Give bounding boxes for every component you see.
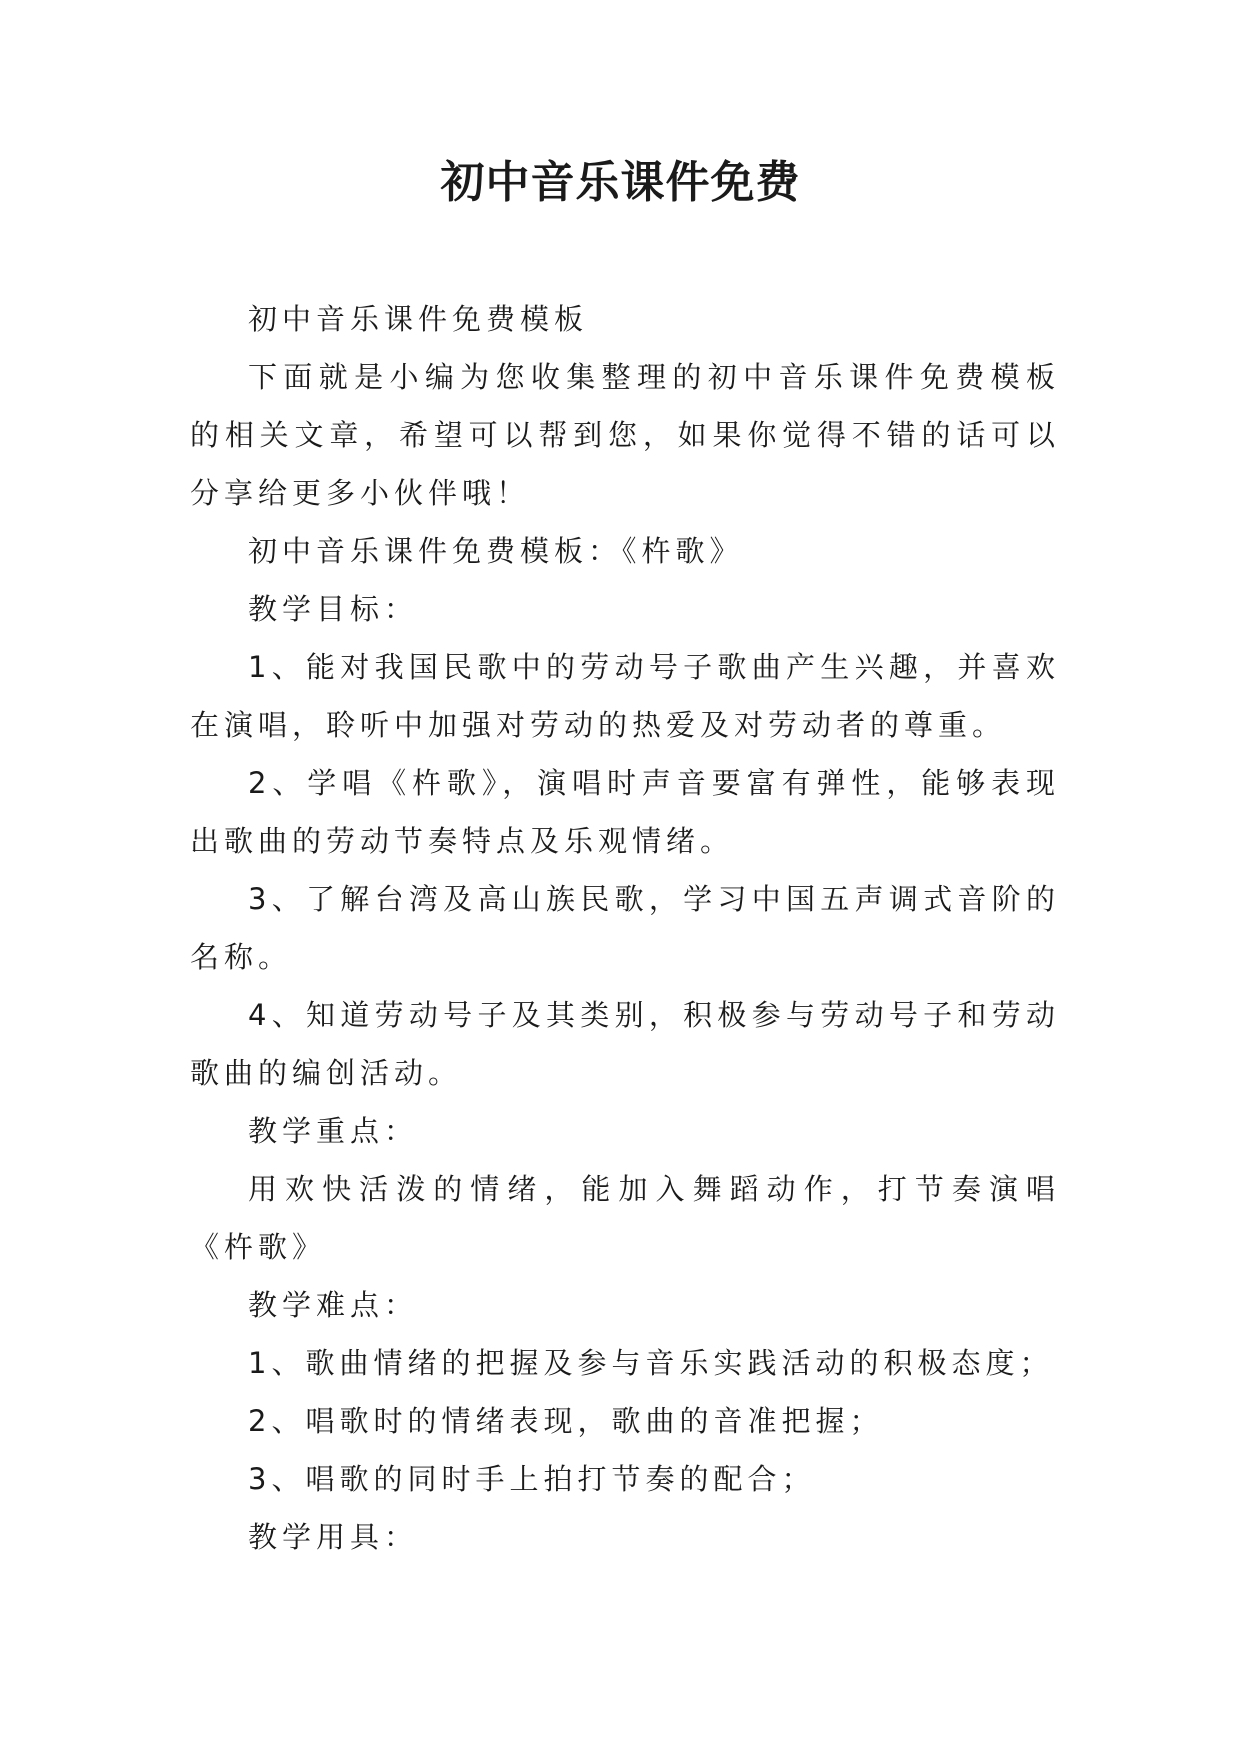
paragraph-template-name: 初中音乐课件免费模板 — [248, 302, 589, 336]
paragraph-intro: 下面就是小编为您收集整理的初中音乐课件免费模板的相关文章，希望可以帮到您，如果你觉得不错的话可以分享给更多小伙伴哦！ — [190, 360, 1060, 510]
focus-text: 用欢快活泼的情绪，能加入舞蹈动作，打节奏演唱《杵歌》 — [190, 1172, 1060, 1264]
goal-item-1: 1、能对我国民歌中的劳动号子歌曲产生兴趣，并喜欢在演唱，聆听中加强对劳动的热爱及对劳动者的尊重。 — [190, 650, 1060, 742]
document-body — [190, 290, 1060, 1566]
paragraph-lesson-title: 初中音乐课件免费模板：《杵歌》 — [248, 534, 744, 568]
goal-item-3: 3、了解台湾及高山族民歌，学习中国五声调式音阶的名称。 — [190, 882, 1060, 974]
goal-item-4: 4、知道劳动号子及其类别，积极参与劳动号子和劳动歌曲的编创活动。 — [190, 998, 1060, 1090]
heading-teaching-focus: 教学重点： — [248, 1114, 419, 1148]
heading-teaching-goals: 教学目标： — [248, 592, 419, 626]
document-title: 初中音乐课件免费 — [440, 157, 801, 208]
difficulty-item-3: 3、唱歌的同时手上拍打节奏的配合； — [248, 1462, 816, 1496]
difficulty-item-1: 1、歌曲情绪的把握及参与音乐实践活动的积极态度； — [248, 1346, 1054, 1380]
difficulty-item-2: 2、唱歌时的情绪表现，歌曲的音准把握； — [248, 1404, 884, 1438]
goal-item-2: 2、学唱《杵歌》，演唱时声音要富有弹性，能够表现出歌曲的劳动节奏特点及乐观情绪。 — [190, 766, 1060, 858]
heading-teaching-difficulties: 教学难点： — [248, 1288, 419, 1322]
heading-teaching-tools: 教学用具： — [248, 1520, 419, 1554]
